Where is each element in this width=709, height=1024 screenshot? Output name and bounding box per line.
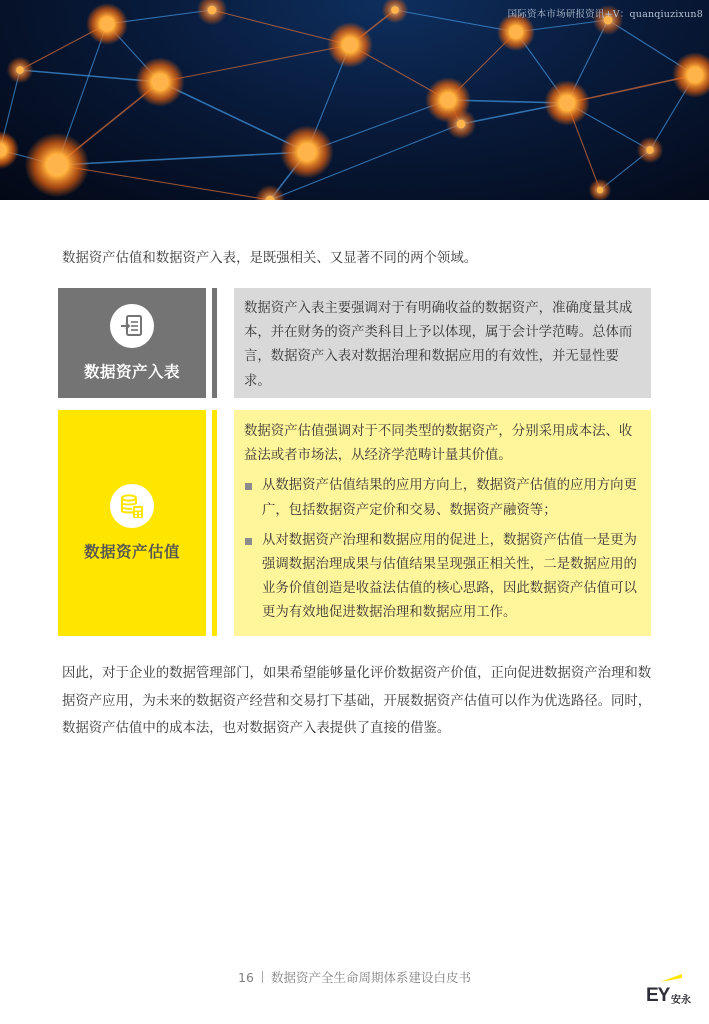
network-node-core [688, 68, 701, 81]
network-node-core [208, 6, 217, 15]
network-illustration [0, 0, 709, 200]
logo-accent-bar [660, 974, 682, 982]
logo-brand-cn: 安永 [671, 995, 691, 1006]
network-node-core [153, 75, 167, 89]
page-footer [0, 968, 709, 986]
network-link [57, 165, 270, 200]
square-bullet-icon [245, 538, 252, 545]
network-link [57, 152, 307, 165]
bullet-text: 从对数据资产治理和数据应用的促进上，数据资产估值一是更为强调数据治理成果与估值结果呈现强正相关性，二是数据应用的业务价值创造是收益法估值的核心思路，因此数据资产估值可以更为有效地促进数据治理和数据应用工作。 [262, 532, 637, 621]
page-number: 16 [238, 970, 254, 985]
divider-bar [212, 410, 217, 636]
intro-paragraph: 数据资产估值和数据资产入表，是既强相关、又显著不同的两个领域。 [62, 251, 478, 266]
network-node-core [560, 96, 573, 109]
network-node-core [101, 18, 113, 30]
bullet-item [244, 474, 641, 522]
comparison-row-accounting [58, 288, 651, 398]
bullet-item [244, 529, 641, 626]
divider-bar [212, 288, 217, 398]
document-import-icon [110, 304, 154, 348]
content-valuation-text: 数据资产估值强调对于不同类型的数据资产，分别采用成本法、收益法或者市场法，从经济学范畴计量其价值。 [244, 424, 633, 464]
network-node-core [343, 38, 356, 51]
square-bullet-icon [245, 483, 252, 490]
content-box-valuation [234, 410, 651, 636]
network-node-core [597, 187, 604, 194]
network-node-core [457, 120, 466, 129]
network-node-core [16, 66, 24, 74]
label-accounting: 数据资产入表 [83, 363, 180, 381]
bullet-text: 从数据资产估值结果的应用方向上，数据资产估值的应用方向更广，包括数据资产定价和交易、数据资产融资等； [262, 478, 637, 518]
footer-separator [262, 971, 263, 983]
content-box-accounting [234, 288, 651, 398]
comparison-row-valuation [58, 410, 651, 636]
network-link [160, 45, 350, 82]
network-node-core [441, 93, 454, 106]
footer-doc-title: 数据资产全生命周期体系建设白皮书 [270, 970, 471, 985]
network-node-core [391, 6, 399, 14]
label-box-valuation [58, 410, 206, 636]
watermark-text: 国际资本市场研报资讯+V：quanqiuzixun8 [507, 9, 703, 20]
label-valuation: 数据资产估值 [83, 543, 180, 561]
conclusion-paragraph: 因此，对于企业的数据管理部门，如果希望能够量化评价数据资产价值，正向促进数据资产治理和数据资产应用，为未来的数据资产经营和交易打下基础，开展数据资产估值可以作为优选路径。同时，数据资产估值中的成本法，也对数据资产入表提供了直接的借鉴。 [62, 666, 652, 736]
network-node-core [646, 146, 654, 154]
header-banner-image [0, 0, 709, 200]
network-node-core [511, 27, 522, 38]
logo-brand: EY [646, 985, 670, 1006]
network-node-core [48, 156, 67, 175]
network-node-core [299, 144, 314, 159]
ey-logo [646, 973, 698, 1007]
label-box-accounting [58, 288, 206, 398]
database-calculator-icon [110, 484, 154, 528]
content-accounting-text: 数据资产入表主要强调对于有明确收益的数据资产，准确度量其成本，并在财务的资产类科目上予以体现，属于会计学范畴。总体而言，数据资产入表对数据治理和数据应用的有效性，并无显性要求。 [244, 301, 633, 389]
